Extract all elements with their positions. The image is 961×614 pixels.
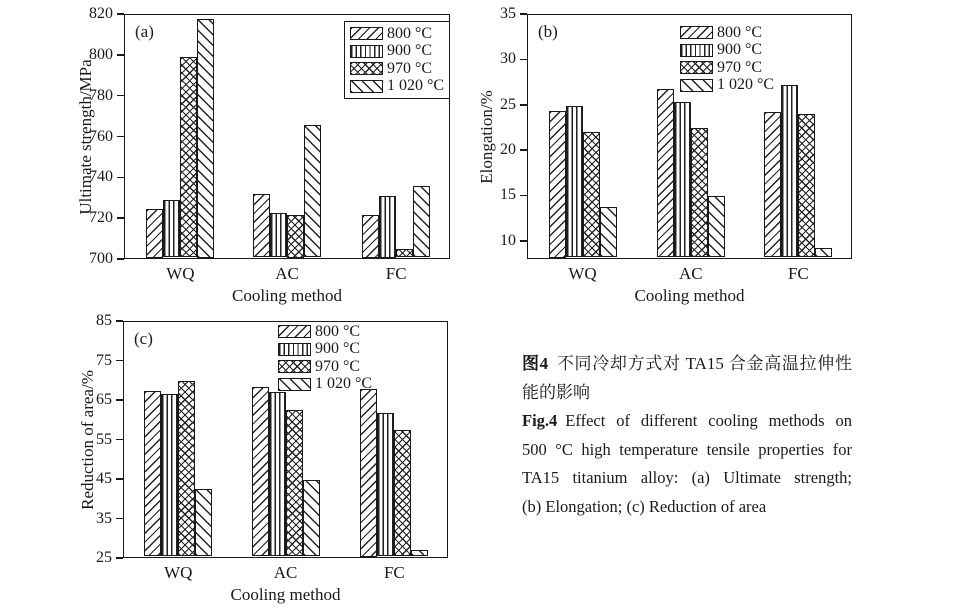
y-axis-tick	[520, 149, 527, 151]
legend-entry	[680, 24, 774, 42]
bar-AC-800°C	[657, 89, 674, 258]
y-axis-tick-label: 25	[500, 95, 516, 113]
vertical-swatch	[350, 45, 383, 58]
panel-label: (a)	[135, 22, 154, 41]
y-axis-tick	[116, 360, 123, 362]
y-axis-tick-label: 65	[96, 391, 112, 408]
caption-en-line4: (b) Elongation; (c) Reduction of area	[522, 496, 767, 516]
legend-label: 800 °C	[315, 322, 361, 340]
y-axis-tick-label: 740	[89, 168, 113, 186]
bar-AC-1020°C	[708, 196, 725, 258]
y-axis-title: Elongation/%	[477, 89, 496, 184]
bar-FC-970°C	[798, 114, 815, 257]
bar-FC-900°C	[377, 413, 394, 556]
legend-entry	[350, 60, 444, 78]
bar-AC-1020°C	[303, 480, 320, 557]
x-category-label: WQ	[164, 563, 193, 582]
bar-AC-900°C	[270, 213, 287, 258]
vertical-swatch	[680, 44, 713, 57]
y-axis-tick	[117, 177, 124, 179]
x-axis-title: Cooling method	[634, 286, 745, 305]
legend-label: 900 °C	[387, 42, 433, 60]
legend	[344, 21, 450, 99]
y-axis-tick-label: 55	[96, 430, 112, 448]
legend-entry	[278, 358, 372, 376]
y-axis-tick	[117, 13, 124, 15]
y-axis-tick	[520, 104, 527, 106]
caption-zh-figure-number: 图4	[522, 354, 549, 373]
y-axis-tick	[520, 59, 527, 61]
y-axis-title: Ultimate strength/MPa	[76, 58, 95, 215]
x-category-label: AC	[678, 264, 703, 283]
x-category-label: WQ	[568, 264, 597, 283]
y-axis-tick	[117, 136, 124, 138]
caption-en-figure-number: Fig.4	[522, 411, 558, 431]
y-axis-tick	[520, 195, 527, 197]
bar-AC-970°C	[691, 128, 708, 258]
legend-label: 970 °C	[315, 357, 361, 375]
x-category-label: FC	[383, 563, 405, 582]
figure-caption	[522, 350, 852, 522]
y-axis-tick	[116, 439, 123, 441]
legend-entry	[680, 42, 774, 60]
legend-label: 900 °C	[315, 340, 361, 358]
y-axis-tick	[116, 399, 123, 401]
legend-entry	[350, 43, 444, 61]
y-axis-tick-label: 35	[96, 509, 112, 527]
x-category-label: FC	[787, 264, 809, 283]
y-axis-tick-label: 760	[89, 127, 113, 145]
legend-entry	[278, 323, 372, 341]
x-category-label: FC	[385, 264, 407, 283]
bar-AC-800°C	[253, 194, 270, 257]
y-axis-tick	[116, 557, 123, 559]
bar-FC-900°C	[379, 196, 396, 257]
diag-up-swatch	[350, 27, 383, 40]
legend-label: 1 020 °C	[315, 375, 373, 393]
bar-WQ-1020°C	[600, 207, 617, 258]
bar-WQ-800°C	[549, 111, 566, 258]
bar-FC-970°C	[394, 430, 411, 556]
x-category-label: AC	[273, 563, 298, 582]
y-axis-tick-label: 800	[89, 45, 113, 63]
legend-label: 970 °C	[387, 59, 433, 77]
y-axis-tick	[116, 518, 123, 520]
cross-swatch	[350, 62, 383, 75]
caption-en-line2: 500 °C high temperature tensile properties for	[522, 439, 852, 459]
y-axis-tick	[116, 320, 123, 322]
bar-AC-900°C	[674, 102, 691, 257]
legend	[278, 323, 372, 393]
bar-FC-1020°C	[411, 550, 428, 556]
y-axis-tick-label: 780	[89, 86, 113, 104]
legend-label: 800 °C	[717, 23, 763, 41]
y-axis-tick-label: 30	[500, 50, 516, 68]
x-category-label: WQ	[166, 264, 195, 283]
legend-label: 900 °C	[717, 41, 763, 59]
y-axis-tick-label: 25	[96, 549, 112, 566]
bar-FC-1020°C	[413, 186, 430, 257]
bar-WQ-970°C	[180, 57, 197, 257]
x-axis-title: Cooling method	[231, 286, 343, 305]
y-axis-tick-label: 20	[500, 141, 516, 159]
bar-FC-970°C	[396, 249, 413, 257]
y-axis-tick-label: 820	[89, 5, 113, 22]
y-axis-tick	[116, 478, 123, 480]
cross-swatch	[680, 61, 713, 74]
bar-FC-800°C	[362, 215, 379, 258]
y-axis-tick	[117, 54, 124, 56]
legend-entry	[278, 376, 372, 394]
caption-zh-line1	[522, 350, 852, 379]
y-axis-tick-label: 10	[500, 231, 516, 249]
bar-WQ-1020°C	[195, 489, 212, 557]
bar-FC-800°C	[360, 389, 377, 557]
bar-WQ-970°C	[178, 381, 195, 557]
diag-up-swatch	[680, 26, 713, 39]
legend-label: 800 °C	[387, 24, 433, 42]
y-axis-tick	[520, 240, 527, 242]
legend-entry	[680, 59, 774, 77]
bar-WQ-1020°C	[197, 19, 214, 258]
cross-swatch	[278, 360, 311, 373]
legend-entry	[680, 77, 774, 95]
bar-AC-800°C	[252, 387, 269, 556]
caption-zh-line2: 能的影响	[522, 382, 590, 402]
legend-entry	[350, 25, 444, 43]
bar-AC-900°C	[269, 392, 286, 557]
caption-zh-text1: 不同冷却方式对 TA15 合金高温拉伸性	[556, 354, 852, 373]
legend-label: 970 °C	[717, 58, 763, 76]
y-axis-tick-label: 75	[96, 351, 112, 369]
bar-AC-1020°C	[304, 125, 321, 258]
bar-FC-900°C	[781, 85, 798, 257]
caption-en-line1	[522, 407, 852, 436]
x-category-label: AC	[275, 264, 299, 283]
legend-label: 1 020 °C	[717, 76, 775, 94]
legend-entry	[350, 78, 444, 96]
y-axis-tick	[117, 258, 124, 260]
y-axis-title: Reduction of area/%	[78, 369, 97, 510]
bar-WQ-900°C	[163, 200, 180, 257]
y-axis-tick	[117, 95, 124, 97]
panel-label: (c)	[134, 329, 153, 348]
diag-down-swatch	[680, 79, 713, 92]
diag-down-swatch	[350, 80, 383, 93]
bar-AC-970°C	[286, 410, 303, 556]
y-axis-tick-label: 35	[500, 5, 516, 22]
legend	[680, 24, 774, 94]
y-axis-tick-label: 720	[89, 209, 113, 227]
diag-up-swatch	[278, 325, 311, 338]
bar-FC-800°C	[764, 112, 781, 257]
bar-FC-1020°C	[815, 248, 832, 257]
panel-label: (b)	[538, 22, 558, 41]
legend-entry	[278, 341, 372, 359]
y-axis-tick	[117, 217, 124, 219]
bar-WQ-900°C	[161, 394, 178, 557]
x-axis-title: Cooling method	[230, 585, 341, 604]
bar-WQ-800°C	[144, 391, 161, 556]
diag-down-swatch	[278, 378, 311, 391]
bar-WQ-900°C	[566, 106, 583, 258]
y-axis-tick-label: 700	[89, 250, 113, 267]
y-axis-tick-label: 45	[96, 470, 112, 487]
caption-en-line3: TA15 titanium alloy: (a) Ultimate strength;	[522, 468, 852, 488]
y-axis-tick-label: 15	[500, 186, 516, 204]
bar-AC-970°C	[287, 215, 304, 258]
caption-en-text1: Effect of different cooling methods on	[565, 411, 852, 431]
bar-WQ-970°C	[583, 132, 600, 257]
bar-WQ-800°C	[146, 209, 163, 258]
vertical-swatch	[278, 343, 311, 356]
legend-label: 1 020 °C	[387, 77, 445, 95]
y-axis-tick-label: 85	[96, 312, 112, 329]
y-axis-tick	[520, 13, 527, 15]
